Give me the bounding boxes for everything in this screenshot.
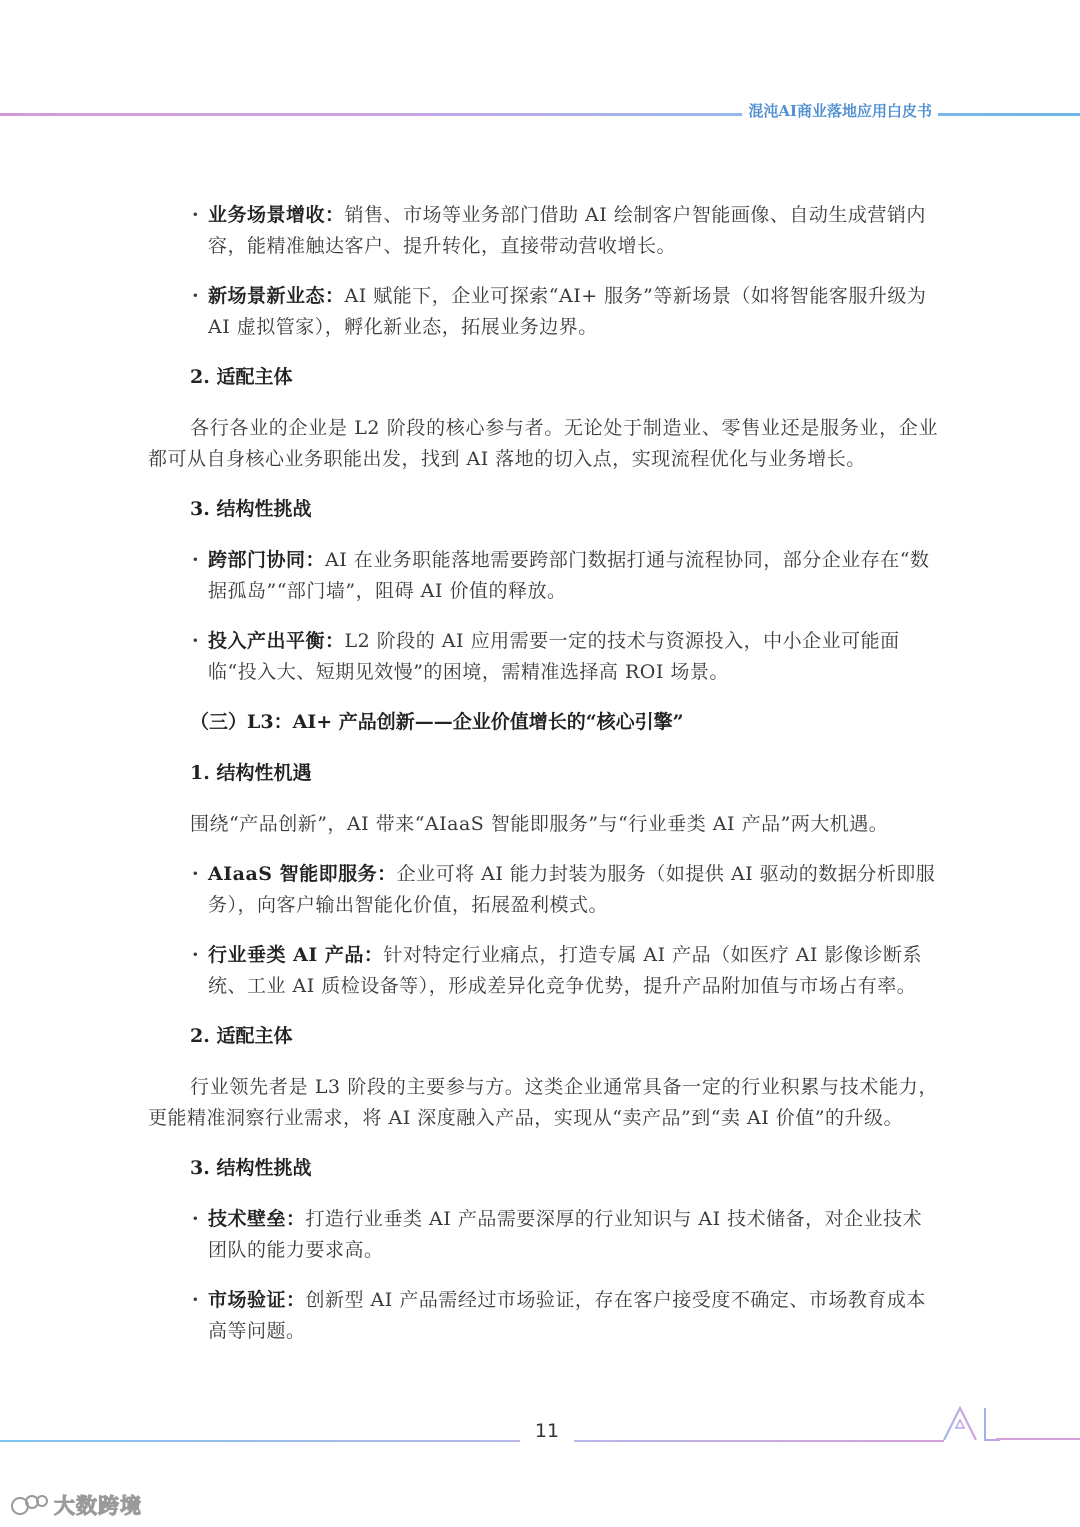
bullet-term: 行业垂类 AI 产品： (208, 944, 384, 966)
bullet-item (148, 281, 938, 343)
bullet-dot-icon: · (192, 630, 200, 652)
bullet-dot-icon: · (192, 1289, 200, 1311)
footer-rule-tail (996, 1438, 1080, 1440)
subsection-heading: 1. 结构性机遇 (190, 762, 312, 784)
bullet-text: 销售、市场等业务部门借助 AI 绘制客户智能画像、自动生成营销内容，能精准触达客户、提升转化，直接带动营收增长。 (208, 204, 926, 257)
watermark (10, 1490, 142, 1520)
subsection-heading: 2. 适配主体 (190, 1025, 293, 1047)
bullet-term: 技术壁垒： (208, 1208, 306, 1230)
header-title: 混沌AI商业落地应用白皮书 (742, 100, 938, 122)
page-content (148, 200, 938, 1366)
body-paragraph: 行业领先者是 L3 阶段的主要参与方。这类企业通常具备一定的行业积累与技术能力，更能精准洞察行业需求，将 AI 深度融入产品，实现从“卖产品”到“卖 AI 价值”的升级。 (148, 1076, 938, 1129)
bullet-term: AIaaS 智能即服务： (208, 863, 397, 885)
bullet-item (148, 545, 938, 607)
ai-logo-icon (940, 1404, 1002, 1444)
bullet-text: AI 赋能下，企业可探索“AI+ 服务”等新场景（如将智能客服升级为 AI 虚拟管家），孵化新业态，拓展业务边界。 (208, 285, 927, 338)
bullet-dot-icon: · (192, 944, 200, 966)
bullet-term: 投入产出平衡： (208, 630, 345, 652)
section-heading: （三）L3：AI+ 产品创新——企业价值增长的“核心引擎” (190, 711, 684, 733)
bullet-text: 针对特定行业痛点，打造专属 AI 产品（如医疗 AI 影像诊断系统、工业 AI 质检设备等），形成差异化竞争优势，提升产品附加值与市场占有率。 (208, 944, 922, 997)
bullet-text: L2 阶段的 AI 应用需要一定的技术与资源投入，中小企业可能面临“投入大、短期见效慢”的困境，需精准选择高 ROI 场景。 (208, 630, 900, 683)
bullet-term: 新场景新业态： (208, 285, 345, 307)
subsection-heading: 3. 结构性挑战 (190, 498, 312, 520)
bullet-text: 创新型 AI 产品需经过市场验证，存在客户接受度不确定、市场教育成本高等问题。 (208, 1289, 926, 1342)
bullet-dot-icon: · (192, 549, 200, 571)
bullet-dot-icon: · (192, 1208, 200, 1230)
bullet-text: AI 在业务职能落地需要跨部门数据打通与流程协同，部分企业存在“数据孤岛”“部门墙”，阻碍 AI 价值的释放。 (208, 549, 930, 602)
bullet-term: 业务场景增收： (208, 204, 345, 226)
watermark-text: 大数跨境 (54, 1494, 142, 1518)
bullet-text: 企业可将 AI 能力封装为服务（如提供 AI 驱动的数据分析即服务），向客户输出智能化价值，拓展盈利模式。 (208, 863, 936, 916)
watermark-logo-icon (10, 1492, 50, 1518)
bullet-term: 市场验证： (208, 1289, 306, 1311)
bullet-dot-icon: · (192, 863, 200, 885)
bullet-dot-icon: · (192, 204, 200, 226)
footer-rule-right (574, 1440, 944, 1442)
bullet-item (148, 200, 938, 262)
bullet-term: 跨部门协同： (208, 549, 326, 571)
page-number: 11 (534, 1420, 560, 1442)
subsection-heading: 3. 结构性挑战 (190, 1157, 312, 1179)
bullet-text: 打造行业垂类 AI 产品需要深厚的行业知识与 AI 技术储备，对企业技术团队的能力要求高。 (208, 1208, 923, 1261)
bullet-dot-icon: · (192, 285, 200, 307)
bullet-item (148, 940, 938, 1002)
subsection-heading: 2. 适配主体 (190, 366, 293, 388)
bullet-item (148, 1204, 938, 1266)
bullet-item (148, 1285, 938, 1347)
body-paragraph: 围绕“产品创新”，AI 带来“AIaaS 智能即服务”与“行业垂类 AI 产品”两大机遇。 (190, 813, 889, 835)
footer-rule-left (0, 1440, 520, 1442)
body-paragraph: 各行各业的企业是 L2 阶段的核心参与者。无论处于制造业、零售业还是服务业，企业都可从自身核心业务职能出发，找到 AI 落地的切入点，实现流程优化与业务增长。 (148, 417, 938, 470)
bullet-item (148, 859, 938, 921)
bullet-item (148, 626, 938, 688)
